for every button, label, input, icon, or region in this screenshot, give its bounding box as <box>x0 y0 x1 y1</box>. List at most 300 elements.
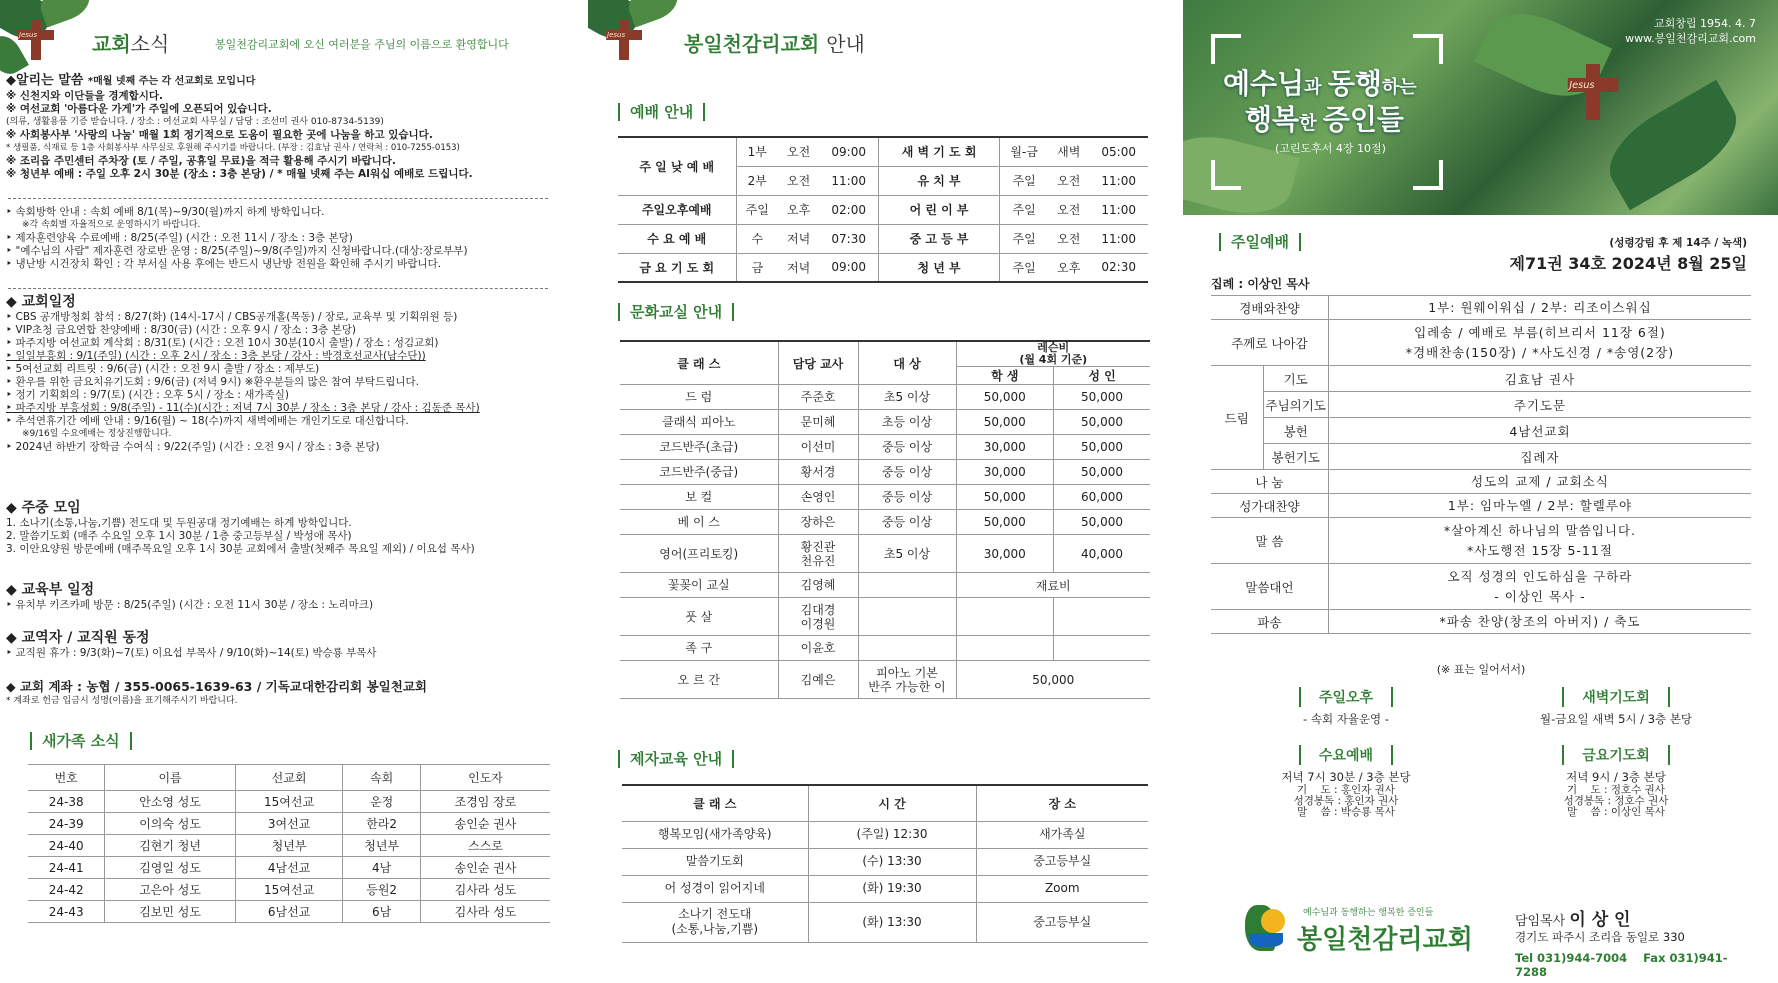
announce-item: ※ 신천지와 이단들을 경계합시다. <box>6 90 164 102</box>
table-cell: 09:00 <box>819 137 878 166</box>
cover-panel <box>1183 0 1778 983</box>
liturgical-season: (성령강림 후 제 14주 / 녹색) <box>1609 237 1747 249</box>
service-box-title: 수요예배 <box>1299 745 1393 765</box>
table-cell: 풋 살 <box>620 598 778 636</box>
table-cell: 족 구 <box>620 636 778 661</box>
service-box-title: 주일오후 <box>1299 687 1393 707</box>
table-cell: 오전 <box>778 166 819 195</box>
table-cell: 코드반주(중급) <box>620 460 778 485</box>
order-label: 파송 <box>1211 610 1328 634</box>
schedule-item: ‣ CBS 공개방청회 참석 : 8/27(화) (14시-17시 / CBS공개홀(목동) / 장로, 교육부 및 기획위원 등) <box>6 311 458 323</box>
col-header: 성 인 <box>1054 367 1150 385</box>
table-row <box>620 460 1150 485</box>
order-row <box>1211 320 1751 366</box>
order-value-line: 입례송 / 예배로 부름(히브리서 11장 6절) <box>1414 324 1666 340</box>
table-cell: 24-40 <box>28 835 105 857</box>
table-cell: (수) 13:30 <box>808 848 976 875</box>
table-cell <box>858 598 956 636</box>
table-row <box>618 253 1148 282</box>
order-row <box>1211 470 1751 494</box>
col-header: 대 상 <box>858 341 956 385</box>
table-cell: 24-41 <box>28 857 105 879</box>
jesus-cross-icon: Jesus <box>16 20 56 60</box>
table-cell: 3여선교 <box>235 813 343 835</box>
table-cell: 오전 <box>1048 166 1089 195</box>
table-cell: 초5 이상 <box>858 535 956 573</box>
table-cell: 손영인 <box>778 485 858 510</box>
table-cell: 장하은 <box>778 510 858 535</box>
order-row <box>1211 610 1751 634</box>
announce-item: ※ 여선교회 '아름다운 가게'가 주일에 오픈되어 있습니다. <box>6 103 272 115</box>
table-cell: 금 <box>736 253 778 282</box>
table-cell: 오 르 간 <box>620 661 778 699</box>
col-header: 클 래 스 <box>620 341 778 385</box>
schedule-item: ‣ VIP초청 금요연합 찬양예배 : 8/30(금) (시간 : 오후 9시 / 장소 : 3층 본당) <box>6 324 357 336</box>
jesus-cross-icon: Jesus <box>1565 64 1621 120</box>
table-cell: 이의숙 성도 <box>105 813 235 835</box>
table-cell: 오전 <box>778 137 819 166</box>
table-cell: 스스로 <box>421 835 551 857</box>
table-cell: 중등 이상 <box>858 460 956 485</box>
jesus-cross-icon: Jesus <box>604 20 644 60</box>
table-cell: 24-42 <box>28 879 105 901</box>
announce-item: ※ 사회봉사부 '사랑의 나눔' 매월 1회 정기적으로 도움이 필요한 곳에 나눔을 하고 있습니다. <box>6 129 433 141</box>
staff-item: ‣ 교직원 휴가 : 9/3(화)~7(토) 이요섭 부목사 / 9/10(화)~14(토) 박승룡 부목사 <box>6 647 377 659</box>
service-box-title: 새벽기도회 <box>1562 687 1670 707</box>
table-cell: 김현기 청년 <box>105 835 235 857</box>
table-cell: 2부 <box>736 166 778 195</box>
table-cell: 김사라 성도 <box>421 901 551 923</box>
table-row <box>28 879 550 901</box>
weekday-meetings <box>6 502 576 556</box>
table-cell <box>956 636 1054 661</box>
announce-item: ‣ "예수님의 사람" 제자훈련 장로반 운영 : 8/25(주일)~9/8(주일)까지 신청바랍니다.(대상:장로부부) <box>6 245 468 257</box>
table-cell: 운정 <box>343 791 421 813</box>
table-cell: 한라2 <box>343 813 421 835</box>
table-row <box>620 410 1150 435</box>
culture-table <box>620 340 1150 699</box>
table-cell: 09:00 <box>819 253 878 282</box>
table-cell: (화) 13:30 <box>808 902 976 942</box>
order-value-line: 1부: 원웨이워십 / 2부: 리조이스워십 <box>1428 299 1652 315</box>
announce-title: ◆알리는 말씀 *매월 넷째 주는 각 선교회로 모입니다 <box>6 73 256 88</box>
contact-line: Tel 031)944-7004 Fax 031)941-7288 <box>1515 951 1728 979</box>
table-cell: 유 치 부 <box>879 166 1000 195</box>
hero-line-1: 예수님과 동행하는 <box>1223 67 1417 100</box>
table-cell: 30,000 <box>956 460 1054 485</box>
frame-corner <box>1211 160 1241 190</box>
service-box-line: 말 씀 : 박승룡 목사 <box>1297 806 1395 818</box>
hero-verse-ref: (고린도후서 4장 10절) <box>1275 142 1386 155</box>
welcome-text: 봉일천감리교회에 오신 여러분을 주님의 이름으로 환영합니다 <box>215 38 509 51</box>
order-value <box>1328 320 1751 366</box>
order-label: 말 씀 <box>1211 518 1328 564</box>
announce-item: ※ 청년부 예배 : 주일 오후 2시 30분 (장소 : 3층 본당) / * 매월 넷째 주는 AI워십 예배로 드립니다. <box>6 168 473 180</box>
table-cell: 50,000 <box>956 385 1054 410</box>
table-cell: 고은아 성도 <box>105 879 235 901</box>
meeting-item: 1. 소나기(소통,나눔,기쁨) 전도대 및 두원공대 정기예배는 하계 방학입니다. <box>6 517 352 529</box>
order-value <box>1328 610 1751 634</box>
church-name: 봉일천감리교회 <box>1297 925 1473 955</box>
schedule-item: ‣ 5여선교회 리트릿 : 9/6(금) (시간 : 오전 9시 출발 / 장소 : 제부도) <box>6 363 320 375</box>
table-cell: 문미혜 <box>778 410 858 435</box>
table-cell: 김사라 성도 <box>421 879 551 901</box>
schedule-item: ‣ 추석연휴기간 예배 안내 : 9/16(월) ~ 18(수)까지 새벽예배는 개인기도로 대신합니다. <box>6 415 409 427</box>
table-cell: 07:30 <box>819 224 878 253</box>
table-cell: 저녁 <box>778 224 819 253</box>
order-value-line: *파송 찬양(창조의 아버지) / 축도 <box>1439 613 1641 629</box>
announce-item: ‣ 냉난방 시건장치 확인 : 각 부서실 사용 후에는 반드시 냉난방 전원을 확인해 주시기 바랍니다. <box>6 258 442 270</box>
table-cell: 50,000 <box>956 510 1054 535</box>
table-cell: 50,000 <box>956 485 1054 510</box>
col-header: 장 소 <box>976 785 1148 821</box>
table-cell: 02:30 <box>1089 253 1148 282</box>
table-cell: 어 린 이 부 <box>879 195 1000 224</box>
order-value: 집례자 <box>1328 444 1751 470</box>
disciple-table <box>622 784 1148 943</box>
order-row <box>1211 392 1751 418</box>
col-header: 시 간 <box>808 785 976 821</box>
table-row <box>620 385 1150 410</box>
table-cell: 50,000 <box>1054 510 1150 535</box>
service-box-line: 저녁 7시 30분 / 3층 본당 <box>1281 770 1411 784</box>
worship-order-table <box>1211 295 1751 634</box>
order-value <box>1328 564 1751 610</box>
order-value <box>1328 494 1751 518</box>
order-value-line: *사도행전 15장 5-11절 <box>1466 542 1613 558</box>
account-note: * 계좌로 헌금 입금시 성명(이름)을 표기해주시기 바랍니다. <box>6 696 238 706</box>
order-value-line: 오직 성경의 인도하심을 구하라 <box>1447 568 1633 584</box>
table-cell: 김예은 <box>778 661 858 699</box>
church-logo-icon <box>1245 905 1291 951</box>
table-cell: 청년부 <box>235 835 343 857</box>
service-box <box>1481 687 1751 727</box>
col-header: 속회 <box>343 765 421 791</box>
hero-line-2: 행복한 증인들 <box>1245 103 1404 136</box>
table-cell: 24-39 <box>28 813 105 835</box>
schedule-item: ‣ 정기 기획회의 : 9/7(토) (시간 : 오후 5시 / 장소 : 새가족실) <box>6 389 289 401</box>
service-box-line: 기 도 : 홍인자 권사 <box>1297 784 1395 796</box>
col-header: 레슨비 (월 4회 기준) <box>956 341 1150 367</box>
table-cell <box>858 636 956 661</box>
table-cell: 주일 <box>1000 224 1049 253</box>
meeting-item: 3. 이안요양원 방문예배 (매주목요일 오후 1시 30분 교회에서 출발(첫째주 목요일 제외) / 이요섭 목사) <box>6 543 475 555</box>
worship-title: 예배 안내 <box>618 103 705 121</box>
order-sublabel: 기도 <box>1263 366 1328 392</box>
table-cell: 중고등부실 <box>976 902 1148 942</box>
table-cell: 피아노 기본 반주 가능한 이 <box>858 661 956 699</box>
order-value: 김효남 권사 <box>1328 366 1751 392</box>
table-row <box>620 598 1150 636</box>
culture-title: 문화교실 안내 <box>618 303 734 321</box>
newfamily-table <box>28 764 550 923</box>
table-cell: 중등 이상 <box>858 485 956 510</box>
table-cell <box>1054 598 1150 636</box>
order-label: 말씀대언 <box>1211 564 1328 610</box>
table-row <box>620 636 1150 661</box>
table-cell: 김영혜 <box>778 573 858 598</box>
news-panel <box>0 0 588 983</box>
announcements <box>6 74 576 181</box>
sunday-worship-card <box>1211 215 1751 983</box>
sunday-title: 주일예배 <box>1219 233 1301 251</box>
table-cell: 주일 <box>1000 195 1049 224</box>
announce-item: ※ 조리읍 주민센터 주차장 (토 / 주일, 공휴일 무료)을 적극 활용해 주시기 바랍니다. <box>6 155 396 167</box>
order-row <box>1211 418 1751 444</box>
presider: 집례 : 이상인 목사 <box>1211 277 1310 291</box>
table-cell: 드 럼 <box>620 385 778 410</box>
order-value-line: *경배찬송(150장) / *사도신경 / *송영(2장) <box>1405 344 1675 360</box>
order-row <box>1211 494 1751 518</box>
col-header: 번호 <box>28 765 105 791</box>
order-value-line: - 이상인 목사 - <box>1494 588 1586 604</box>
order-sublabel: 봉헌 <box>1263 418 1328 444</box>
schedule-item: ‣ 파주지방 부흥성회 : 9/8(주일) - 11(수)(시간 : 저녁 7시 30분 / 장소 : 3층 본당 / 강사 : 김동준 목사) <box>6 402 480 414</box>
announce-item: * 생필품, 식재료 등 1층 사회봉사부 사무실로 후원해 주시기를 바랍니다. (부장 : 김효남 권사 / 연락처 : 010-7255-0153) <box>6 143 460 153</box>
table-cell: 주일오후예배 <box>618 195 736 224</box>
table-cell: 김영일 성도 <box>105 857 235 879</box>
col-header: 클 래 스 <box>622 785 808 821</box>
table-row <box>620 485 1150 510</box>
table-row <box>620 510 1150 535</box>
table-cell: 11:00 <box>1089 224 1148 253</box>
table-cell: 소나기 전도대 (소통,나눔,기쁨) <box>622 902 808 942</box>
table-cell: 금 요 기 도 회 <box>618 253 736 282</box>
frame-corner <box>1211 34 1241 64</box>
table-cell: 11:00 <box>1089 166 1148 195</box>
table-row <box>622 821 1148 848</box>
table-cell: 오후 <box>778 195 819 224</box>
order-row <box>1211 444 1751 470</box>
table-cell: 50,000 <box>1054 385 1150 410</box>
church-address: 경기도 파주시 조리읍 동일로 330 <box>1515 930 1685 944</box>
table-cell: 보 컬 <box>620 485 778 510</box>
table-cell: 4남 <box>343 857 421 879</box>
table-row <box>622 848 1148 875</box>
table-cell: 11:00 <box>1089 195 1148 224</box>
edu-item: ‣ 유치부 키즈카페 방문 : 8/25(주일) (시간 : 오전 11시 30분 / 장소 : 노리마크) <box>6 599 374 611</box>
table-cell: 영어(프리토킹) <box>620 535 778 573</box>
footer-tagline: 예수님과 동행하는 행복한 증인들 <box>1303 908 1434 918</box>
order-label: 나 눔 <box>1211 470 1328 494</box>
order-value <box>1328 296 1751 320</box>
service-box-title: 금요기도회 <box>1562 745 1670 765</box>
church-schedule <box>6 296 576 454</box>
order-sublabel: 주님의기도 <box>1263 392 1328 418</box>
schedule-item: ※9/16일 수요예배는 정상진행합니다. <box>22 429 172 439</box>
table-cell: 꽃꽂이 교실 <box>620 573 778 598</box>
table-cell: 1부 <box>736 137 778 166</box>
table-row <box>620 435 1150 460</box>
col-header: 학 생 <box>956 367 1054 385</box>
service-box-line: 기 도 : 정호수 권사 <box>1567 784 1665 796</box>
table-cell: 50,000 <box>956 661 1150 699</box>
divider <box>8 288 548 289</box>
schedule-item: ‣ 환우를 위한 금요치유기도회 : 9/6(금) (저녁 9시) ※환우분들의 많은 참여 부탁드립니다. <box>6 376 419 388</box>
education-schedule <box>6 584 576 612</box>
meeting-item: 2. 말씀기도회 (매주 수요일 오후 1시 30분 / 1층 중고등부실 / 박성애 목사) <box>6 530 352 542</box>
order-label: 드림 <box>1211 366 1263 470</box>
service-box-line: 월-금요일 새벽 5시 / 3층 본당 <box>1539 712 1693 726</box>
table-cell <box>1054 636 1150 661</box>
schedule-item: ‣ 파주지방 여선교회 계삭회 : 8/31(토) (시간 : 오전 10시 30분(10시 출발) / 장소 : 성김교회) <box>6 337 439 349</box>
table-cell: 중등 이상 <box>858 510 956 535</box>
table-cell: 주일 <box>1000 253 1049 282</box>
frame-corner <box>1413 160 1443 190</box>
table-cell <box>956 598 1054 636</box>
table-cell: 황진관 천유진 <box>778 535 858 573</box>
table-cell: 주일 <box>736 195 778 224</box>
announce-item: (의류, 생활용품 기증 받습니다. / 장소 : 여선교회 사무실 / 담당 : 조선미 권사 010-8734-5139) <box>6 117 384 127</box>
meetings-title: ◆ 주중 모임 <box>6 500 81 516</box>
service-box-line: 성경봉독 : 정호수 권사 <box>1563 795 1669 807</box>
col-header: 선교회 <box>235 765 343 791</box>
table-cell: 김보민 성도 <box>105 901 235 923</box>
table-cell: 코드반주(초급) <box>620 435 778 460</box>
order-value <box>1328 518 1751 564</box>
announcements-2 <box>6 206 576 271</box>
table-row <box>622 875 1148 902</box>
table-row <box>620 573 1150 598</box>
table-cell: 주 일 낮 예 배 <box>618 137 736 195</box>
table-cell: 월-금 <box>1000 137 1049 166</box>
table-row <box>618 195 1148 224</box>
order-label: 주께로 나아감 <box>1211 320 1328 366</box>
table-cell: 수 요 예 배 <box>618 224 736 253</box>
table-cell: Zoom <box>976 875 1148 902</box>
frame-corner <box>1413 34 1443 64</box>
table-cell: 조경임 장로 <box>421 791 551 813</box>
table-cell <box>858 573 956 598</box>
table-cell: 주일 <box>1000 166 1049 195</box>
table-cell: 말씀기도회 <box>622 848 808 875</box>
table-cell: 6남 <box>343 901 421 923</box>
order-value <box>1328 470 1751 494</box>
account-title: ◆ 교회 계좌 : 농협 / 355-0065-1639-63 / 기독교대한감리회 봉일천교회 <box>6 679 427 694</box>
service-box-line: 말 씀 : 이상인 목사 <box>1567 806 1665 818</box>
table-cell: 05:00 <box>1089 137 1148 166</box>
table-cell: 중고등부실 <box>976 848 1148 875</box>
table-cell: 6남선교 <box>235 901 343 923</box>
schedule-item: ‣ 일일부흥회 : 9/1(주일) (시간 : 오후 2시 / 장소 : 3층 본당 / 강사 : 박경호선교사(남수단)) <box>6 350 426 362</box>
table-cell: 오전 <box>1048 195 1089 224</box>
table-cell: 중 고 등 부 <box>879 224 1000 253</box>
table-row <box>622 902 1148 942</box>
table-cell: 30,000 <box>956 535 1054 573</box>
church-meta: 교회창립 1954. 4. 7 www.봉일천감리교회.com <box>1625 17 1756 45</box>
table-cell: 4남선교 <box>235 857 343 879</box>
table-row <box>620 661 1150 699</box>
table-cell: 30,000 <box>956 435 1054 460</box>
table-row <box>618 137 1148 166</box>
order-row <box>1211 518 1751 564</box>
schedule-title: ◆ 교회일정 <box>6 294 76 310</box>
pastor-line: 담임목사 이 상 인 <box>1515 910 1631 930</box>
col-header: 이름 <box>105 765 235 791</box>
table-cell: 김대경 이경원 <box>778 598 858 636</box>
table-cell: 이선미 <box>778 435 858 460</box>
table-cell: 중등 이상 <box>858 435 956 460</box>
edu-title: ◆ 교육부 일정 <box>6 582 95 598</box>
table-cell: 40,000 <box>1054 535 1150 573</box>
table-cell: 주준호 <box>778 385 858 410</box>
order-row <box>1211 564 1751 610</box>
page-title: 교회소식 <box>92 32 170 56</box>
schedule-item: ‣ 2024년 하반기 장학금 수여식 : 9/22(주일) (시간 : 오전 9시 / 장소 : 3층 본당) <box>6 441 380 453</box>
table-cell: 새벽 <box>1048 137 1089 166</box>
table-cell: 클래식 피아노 <box>620 410 778 435</box>
order-value-line: 1부: 임마누엘 / 2부: 할렐루야 <box>1447 497 1633 513</box>
disciple-title: 제자교육 안내 <box>618 750 734 768</box>
table-cell: 등원2 <box>343 879 421 901</box>
table-row <box>620 535 1150 573</box>
table-row <box>28 857 550 879</box>
table-cell: 11:00 <box>819 166 878 195</box>
worship-table <box>618 136 1148 283</box>
table-cell: 이윤호 <box>778 636 858 661</box>
table-cell: 황서경 <box>778 460 858 485</box>
table-cell: 24-43 <box>28 901 105 923</box>
service-box <box>1481 745 1751 818</box>
order-label: 경배와찬양 <box>1211 296 1328 320</box>
page-title: 봉일천감리교회 안내 <box>684 32 865 56</box>
announce-item: ※각 속회별 자율적으로 운영하시기 바랍니다. <box>22 220 201 230</box>
table-cell: 24-38 <box>28 791 105 813</box>
table-cell: 저녁 <box>778 253 819 282</box>
table-cell: 청년부 <box>343 835 421 857</box>
table-cell: 오후 <box>1048 253 1089 282</box>
table-cell: 새가족실 <box>976 821 1148 848</box>
order-row <box>1211 296 1751 320</box>
announce-item: ‣ 속회방학 안내 : 속회 예배 8/1(목)~9/30(월)까지 하계 방학입니다. <box>6 206 325 218</box>
stand-note: (※ 표는 일어서서) <box>1436 663 1526 676</box>
service-box <box>1211 745 1481 818</box>
table-cell: 오전 <box>1048 224 1089 253</box>
staff-title: ◆ 교역자 / 교직원 동정 <box>6 630 150 646</box>
service-box-line: 저녁 9시 / 3층 본당 <box>1566 770 1666 784</box>
table-cell: 어 성경이 읽어지네 <box>622 875 808 902</box>
order-value: 4남선교회 <box>1328 418 1751 444</box>
table-row <box>28 791 550 813</box>
table-cell: 50,000 <box>956 410 1054 435</box>
table-cell: (주일) 12:30 <box>808 821 976 848</box>
table-cell: 새 벽 기 도 회 <box>879 137 1000 166</box>
service-box <box>1211 687 1481 727</box>
table-cell: 행복모임(새가족양육) <box>622 821 808 848</box>
table-cell: 재료비 <box>956 573 1150 598</box>
newfamily-title: 새가족 소식 <box>30 732 132 750</box>
table-cell: 안소영 성도 <box>105 791 235 813</box>
table-cell: (화) 19:30 <box>808 875 976 902</box>
table-cell: 베 이 스 <box>620 510 778 535</box>
order-row <box>1211 366 1751 392</box>
table-cell: 60,000 <box>1054 485 1150 510</box>
announce-item: ‣ 제자훈련양육 수료예배 : 8/25(주일) (시간 : 오전 11시 / 장소 : 3층 본당) <box>6 232 353 244</box>
order-label: 성가대찬양 <box>1211 494 1328 518</box>
table-cell: 초등 이상 <box>858 410 956 435</box>
col-header: 담당 교사 <box>778 341 858 385</box>
church-account <box>6 680 576 708</box>
staff-news <box>6 632 576 660</box>
table-cell: 수 <box>736 224 778 253</box>
order-value-line: 성도의 교제 / 교회소식 <box>1471 473 1609 489</box>
table-cell: 15여선교 <box>235 791 343 813</box>
table-cell: 초5 이상 <box>858 385 956 410</box>
table-cell: 50,000 <box>1054 435 1150 460</box>
issue-info: 제71권 34호 2024년 8월 25일 <box>1509 254 1747 273</box>
service-box-line: - 속회 자율운영 - <box>1303 712 1389 726</box>
order-value: 주기도문 <box>1328 392 1751 418</box>
